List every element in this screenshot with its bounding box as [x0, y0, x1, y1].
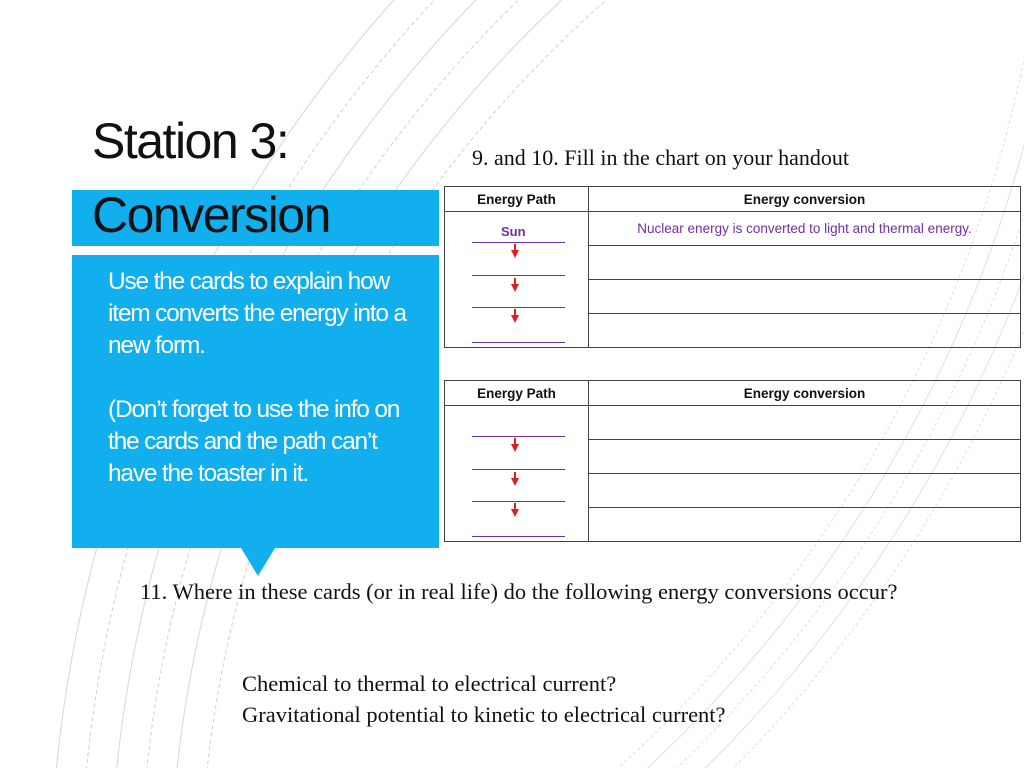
question-11-prompt: 11. Where in these cards (or in real life) do the following energy conversions occur?: [140, 579, 898, 604]
instructions-paragraph-2: (Don’t forget to use the info on the cards and the path can’t have the toaster in it.: [108, 396, 400, 487]
handout-prompt: 9. and 10. Fill in the chart on your handout: [472, 145, 849, 170]
question-11-item: Gravitational potential to kinetic to electrical current?: [242, 702, 726, 727]
down-arrow-icon: [511, 444, 519, 452]
down-arrow-icon: [511, 250, 519, 258]
instructions-box-pointer: [241, 548, 275, 576]
chart1-header-path: Energy Path: [445, 187, 589, 212]
energy-chart-2: [444, 380, 1021, 542]
instructions-text: [108, 266, 428, 490]
page-title-line1: Station 3:: [92, 113, 289, 169]
chart1-conversion-row-4[interactable]: [589, 314, 1021, 348]
chart2-path-line: [472, 501, 565, 502]
chart2-energy-path-cell: [445, 406, 589, 542]
chart1-path-sun: Sun: [501, 224, 526, 239]
chart2-conversion-row-4[interactable]: [589, 508, 1021, 542]
question-11-items: [242, 668, 726, 730]
page-title-line2: Conversion: [92, 187, 330, 243]
question-11-item: Chemical to thermal to electrical current?: [242, 671, 617, 696]
chart1-path-line: [472, 275, 565, 276]
chart2-path-line: [472, 469, 565, 470]
down-arrow-icon: [511, 315, 519, 323]
chart1-path-line: [472, 307, 565, 308]
energy-chart-1: [444, 186, 1021, 348]
down-arrow-icon: [511, 284, 519, 292]
chart1-conversion-row-1[interactable]: Nuclear energy is converted to light and thermal energy.: [589, 212, 1021, 246]
down-arrow-icon: [511, 509, 519, 517]
chart2-conversion-row-2[interactable]: [589, 440, 1021, 474]
chart1-conversion-row-2[interactable]: [589, 246, 1021, 280]
instructions-paragraph-1: Use the cards to explain how item converts the energy into a new form.: [108, 268, 406, 359]
chart2-header-conversion: Energy conversion: [589, 381, 1021, 406]
chart1-path-line: [472, 342, 565, 343]
chart2-path-line: [472, 536, 565, 537]
chart2-conversion-row-3[interactable]: [589, 474, 1021, 508]
chart1-path-line: [472, 242, 565, 243]
chart1-energy-path-cell: [445, 212, 589, 348]
down-arrow-icon: [511, 478, 519, 486]
chart2-header-path: Energy Path: [445, 381, 589, 406]
chart2-path-line: [472, 436, 565, 437]
chart1-conversion-row-3[interactable]: [589, 280, 1021, 314]
chart1-header-conversion: Energy conversion: [589, 187, 1021, 212]
chart2-conversion-row-1[interactable]: [589, 406, 1021, 440]
